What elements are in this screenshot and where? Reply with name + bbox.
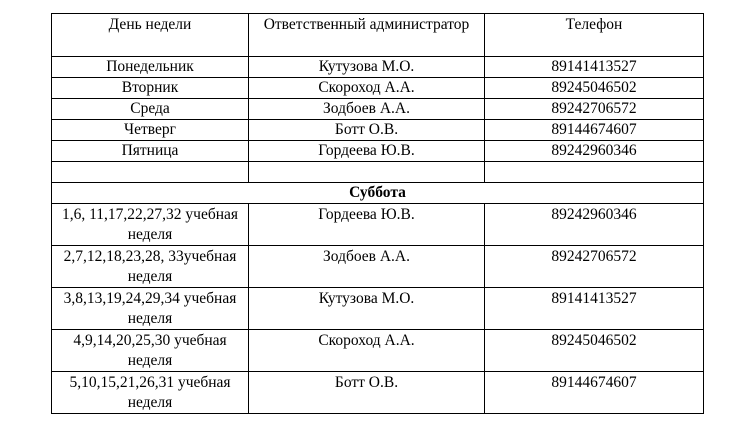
table-header-row (52, 14, 704, 57)
admin-cell: Гордеева Ю.В. (249, 141, 485, 162)
phone-cell: 89245046502 (485, 78, 704, 99)
weeks-cell: 2,7,12,18,23,28, 33учебная неделя (52, 246, 249, 288)
admin-cell: Скороход А.А. (249, 330, 485, 372)
day-cell: Вторник (52, 78, 249, 99)
table-row (52, 372, 704, 414)
header-admin: Ответственный администратор (249, 14, 485, 57)
table-row (52, 288, 704, 330)
weeks-cell: 5,10,15,21,26,31 учебная неделя (52, 372, 249, 414)
admin-cell: Кутузова М.О. (249, 57, 485, 78)
empty-row (52, 162, 704, 183)
phone-cell: 89242706572 (485, 99, 704, 120)
table-row (52, 204, 704, 246)
phone-cell: 89245046502 (485, 330, 704, 372)
day-cell: Четверг (52, 120, 249, 141)
table-row (52, 57, 704, 78)
phone-cell: 89242960346 (485, 204, 704, 246)
phone-cell: 89144674607 (485, 372, 704, 414)
phone-cell: 89144674607 (485, 120, 704, 141)
admin-cell: Скороход А.А. (249, 78, 485, 99)
day-cell: Понедельник (52, 57, 249, 78)
phone-cell: 89242960346 (485, 141, 704, 162)
weeks-cell: 4,9,14,20,25,30 учебная неделя (52, 330, 249, 372)
table-row (52, 246, 704, 288)
header-phone: Телефон (485, 14, 704, 57)
weeks-cell: 1,6, 11,17,22,27,32 учебная неделя (52, 204, 249, 246)
phone-cell: 89242706572 (485, 246, 704, 288)
phone-cell: 89141413527 (485, 57, 704, 78)
saturday-section-row (52, 183, 704, 204)
empty-cell (52, 162, 249, 183)
duty-schedule-table (51, 13, 704, 414)
admin-cell: Кутузова М.О. (249, 288, 485, 330)
weeks-cell: 3,8,13,19,24,29,34 учебная неделя (52, 288, 249, 330)
table-row (52, 141, 704, 162)
day-cell: Среда (52, 99, 249, 120)
admin-cell: Ботт О.В. (249, 120, 485, 141)
phone-cell: 89141413527 (485, 288, 704, 330)
admin-cell: Зодбоев А.А. (249, 99, 485, 120)
empty-cell (485, 162, 704, 183)
table-row (52, 78, 704, 99)
empty-cell (249, 162, 485, 183)
table-row (52, 330, 704, 372)
header-day: День недели (52, 14, 249, 57)
day-cell: Пятница (52, 141, 249, 162)
admin-cell: Гордеева Ю.В. (249, 204, 485, 246)
admin-cell: Ботт О.В. (249, 372, 485, 414)
admin-cell: Зодбоев А.А. (249, 246, 485, 288)
table-row (52, 120, 704, 141)
table-row (52, 99, 704, 120)
saturday-heading: Суббота (52, 183, 704, 204)
